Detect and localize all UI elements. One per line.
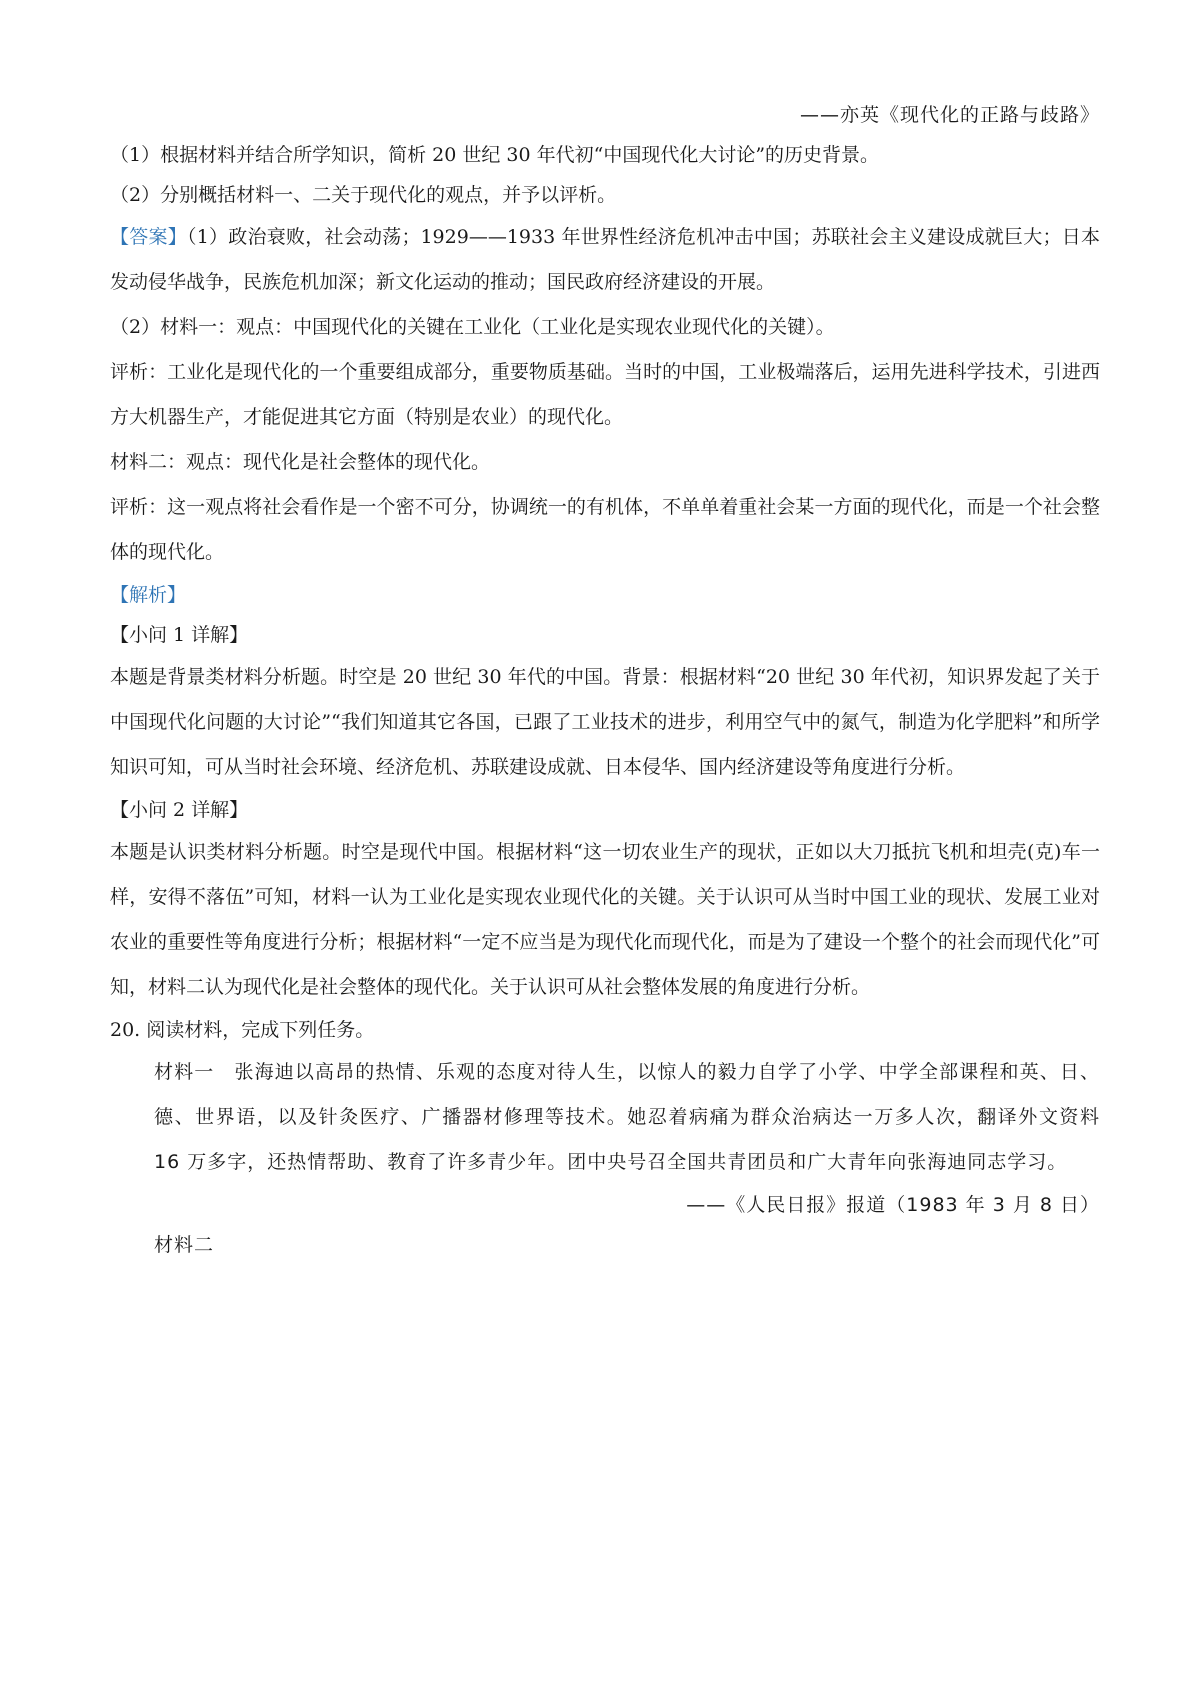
answer-part-2-eval: 评析：工业化是现代化的一个重要组成部分，重要物质基础。当时的中国，工业极端落后，运用先进科学技术，引进西方大机器生产，才能促进其它方面（特别是农业）的现代化。 xyxy=(110,361,1100,428)
answer-block-1 xyxy=(110,215,1100,305)
sub-question-2-body: 本题是认识类材料分析题。时空是现代中国。根据材料“这一切农业生产的现状，正如以大刀抵抗飞机和坦壳(克)车一样，安得不落伍”可知，材料一认为工业化是实现农业现代化的关键。关于认识可从当时中国工业的现状、发展工业对农业的重要性等角度进行分析；根据材料“一定不应当是为现代化而现代化，而是为了建设一个整个的社会而现代化”可知，材料二认为现代化是社会整体的现代化。关于认识可从社会整体发展的角度进行分析。 xyxy=(110,841,1100,998)
answer-tag: 【答案】 xyxy=(110,226,187,248)
document-page xyxy=(110,95,1100,1265)
source-citation-2: ——《人民日报》报道（1983 年 3 月 8 日） xyxy=(686,1194,1100,1216)
source-citation-1: ——亦英《现代化的正路与歧路》 xyxy=(799,104,1100,126)
sub-question-1-body: 本题是背景类材料分析题。时空是 20 世纪 30 年代的中国。背景：根据材料“20 世纪 30 年代初，知识界发起了关于中国现代化问题的大讨论”“我们知道其它各国，已跟了工业技术的进步，利用空气中的氮气，制造为化学肥料”和所学知识可知，可从当时社会环境、经济危机、苏联建设成就、日本侵华、国内经济建设等角度进行分析。 xyxy=(110,666,1100,778)
question-20-title: 20. 阅读材料，完成下列任务。 xyxy=(110,1019,375,1041)
material-2-label: 材料二 xyxy=(154,1234,215,1256)
material-1: 材料一 张海迪以高昂的热情、乐观的态度对待人生，以惊人的毅力自学了小学、中学全部课程和英、日、德、世界语，以及针灸医疗、广播器材修理等技术。她忍着病痛为群众治病达一万多人次，翻译外文资料 16 万多字，还热情帮助、教育了许多青少年。团中央号召全国共青团员和广大青年向张海迪同志学习。 xyxy=(154,1061,1100,1173)
question-1: （1）根据材料并结合所学知识，简析 20 世纪 30 年代初“中国现代化大讨论”的历史背景。 xyxy=(110,144,880,166)
answer-part-2-view: （2）材料一：观点：中国现代化的关键在工业化（工业化是实现农业现代化的关键）。 xyxy=(110,316,835,338)
answer-part-1: （1）政治衰败，社会动荡；1929——1933 年世界性经济危机冲击中国；苏联社会主义建设成就巨大；日本发动侵华战争，民族危机加深；新文化运动的推动；国民政府经济建设的开展。 xyxy=(110,226,1100,293)
sub-question-1-title: 【小问 1 详解】 xyxy=(110,624,249,646)
analysis-tag: 【解析】 xyxy=(110,584,187,606)
sub-question-2-title: 【小问 2 详解】 xyxy=(110,799,249,821)
answer-part-3-view: 材料二：观点：现代化是社会整体的现代化。 xyxy=(110,451,491,473)
question-2: （2）分别概括材料一、二关于现代化的观点，并予以评析。 xyxy=(110,184,617,206)
answer-part-3-eval: 评析：这一观点将社会看作是一个密不可分，协调统一的有机体，不单单着重社会某一方面的现代化，而是一个社会整体的现代化。 xyxy=(110,496,1100,563)
